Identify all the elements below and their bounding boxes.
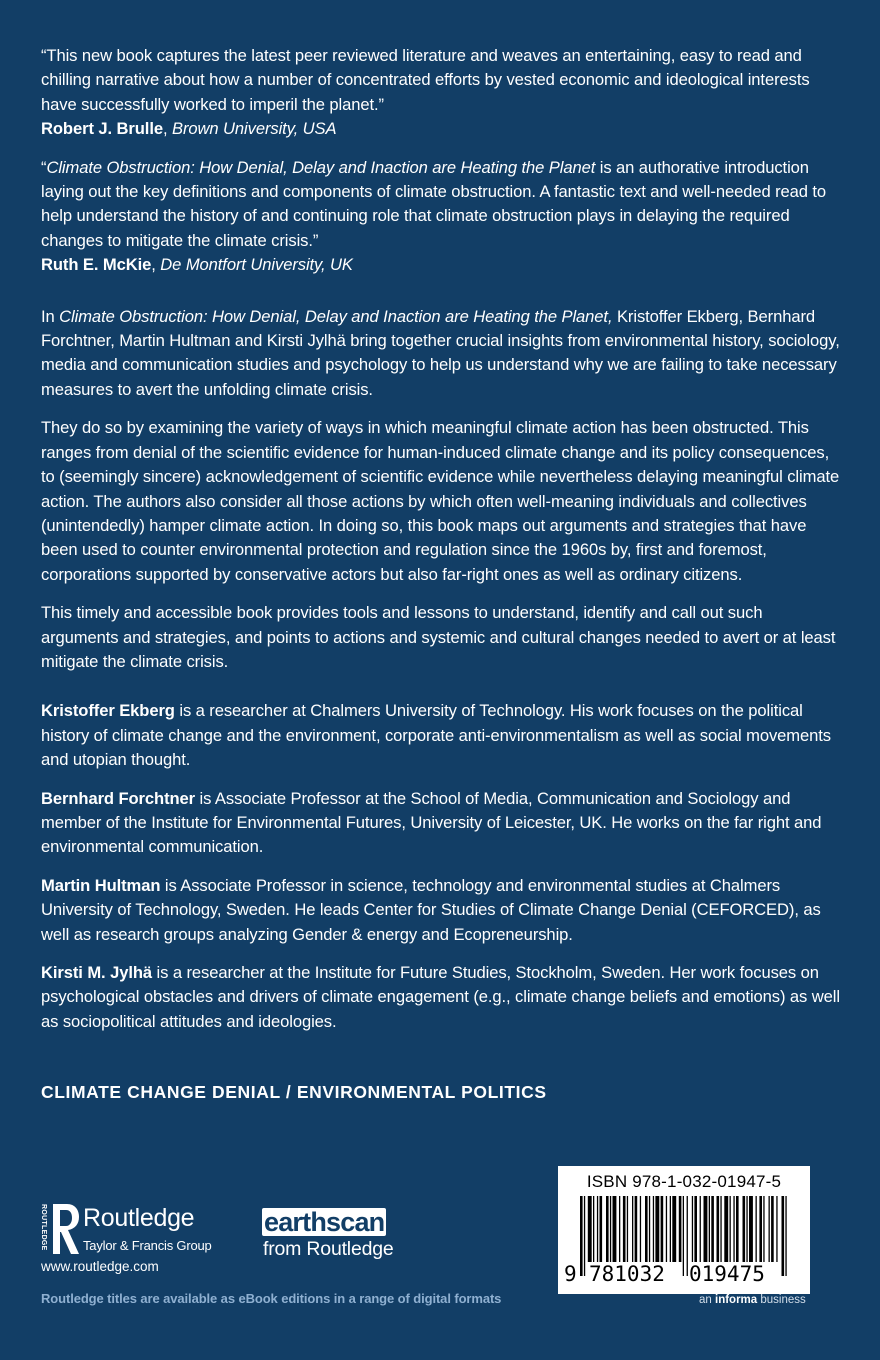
barcode-bar — [666, 1196, 667, 1262]
endorsement-1-author: Robert J. Brulle — [41, 119, 163, 139]
barcode-bar — [709, 1196, 710, 1262]
routledge-name: Routledge — [83, 1204, 195, 1232]
author-name: Kirsti M. Jylhä — [41, 963, 153, 982]
barcode-bar — [733, 1196, 734, 1262]
barcode-lead-digit: 9 — [564, 1262, 577, 1286]
barcode-bar — [672, 1196, 676, 1262]
description-p1-lead: In — [41, 306, 60, 326]
barcode-bar — [692, 1196, 693, 1262]
description-paragraph-3: This timely and accessible book provides tools and lessons to understand, identify and call out such arguments and strategies, and points to actions and systemic and cultural changes needed to avert or at least mitigate the climate crisis. — [41, 603, 836, 671]
routledge-logo — [37, 1200, 237, 1260]
barcode-bar — [743, 1196, 746, 1262]
barcode-bar — [653, 1196, 654, 1262]
description-paragraph-1 — [41, 305, 841, 403]
endorsement-2: “Climate Obstruction: How Denial, Delay and Inaction are Heating the Planet is an authorative introduction laying out the key definitions and components of climate obstruction. A fantastic text and well-needed read to help understand the history of and continuing role that climate obstruction plays in delaying the required changes to mitigate the climate crisis.” Ruth E. McKie, De Montfort University, UK — [41, 157, 827, 275]
routledge-vertical-wordmark: ROUTLEDGE — [40, 1204, 47, 1251]
barcode-bar — [763, 1196, 764, 1262]
barcode-bar — [619, 1196, 620, 1262]
barcode-bar — [700, 1196, 701, 1262]
barcode-bar — [694, 1196, 697, 1262]
barcode-bar — [785, 1196, 786, 1276]
barcode-bar — [580, 1196, 583, 1276]
author-bio-forchtner — [41, 787, 841, 860]
endorsement-2-author: Ruth E. McKie — [41, 255, 152, 275]
barcode-bar — [679, 1196, 682, 1262]
description-paragraph-2: They do so by examining the variety of ways in which meaningful climate action has been obstructed. This ranges from denial of the scientific evidence for human-induced climate change and its policy consequences, to (seemingly sincere) acknowledgement of scientific evidence while nevertheless delaying meaningful climate action. The authors also consider all those actions by which often well-meaning individuals and collectives (unintendedly) hamper climate action. In doing so, this book maps out arguments and strategies that have been used to counter environmental protection and regulation since the 1960s by, first and foremost, corporations supported by conservative actors but also far-right ones as well as ordinary citizens. — [41, 418, 840, 584]
endorsement-2-open-quote: “ — [41, 157, 47, 177]
cover-text — [41, 44, 841, 1048]
author-bio-hultman — [41, 874, 841, 947]
barcode-bar — [661, 1196, 664, 1262]
barcode-bar — [711, 1196, 714, 1262]
barcode-bar — [627, 1196, 628, 1262]
barcode-bar — [606, 1196, 609, 1262]
earthscan-wordmark: earthscan — [264, 1207, 385, 1237]
author-name: Martin Hultman — [41, 875, 161, 895]
author-bio-text: is Associate Professor in science, technology and environmental studies at Chalmers University of Technology, Sweden. He leads Center for Studies of Climate Change Denial (CEFORCED), as well as research groups analyzing Gender & energy and Ecopreneurship. — [41, 875, 821, 944]
barcode-bar — [610, 1196, 611, 1262]
barcode-bar — [670, 1196, 671, 1262]
barcode-bar — [724, 1196, 728, 1262]
author-name: Kristoffer Ekberg — [41, 701, 175, 721]
routledge-r-icon — [49, 1202, 81, 1256]
barcode-bar — [704, 1196, 708, 1262]
endorsement-1-text: “This new book captures the latest peer reviewed literature and weaves an entertaining, easy to read and chilling narrative about how a number of concentrated efforts by vested economic and ideological interests have successfully worked to imperil the planet.” — [41, 46, 810, 114]
barcode-digits-left: 781032 — [589, 1262, 665, 1286]
ebook-note: Routledge titles are available as eBook editions in a range of digital formats — [41, 1291, 502, 1306]
author-bio-jylha — [41, 961, 841, 1034]
barcode-bar — [756, 1196, 757, 1262]
barcode-bar — [736, 1196, 739, 1262]
isbn-barcode — [558, 1166, 810, 1294]
barcode-bar — [655, 1196, 659, 1262]
informa-business — [699, 1294, 806, 1306]
barcode-bar — [635, 1196, 638, 1262]
barcode-bar — [683, 1196, 684, 1276]
barcode-bar — [749, 1196, 753, 1262]
author-bio-text: is a researcher at the Institute for Future Studies, Stockholm, Sweden. Her work focuses on psychological obstacles and drivers of climate engagement (e.g., climate change beliefs and emotions) as well as sociopolitical attitudes and ideologies. — [41, 963, 840, 1031]
barcode-bar — [746, 1196, 747, 1262]
endorsement-2-book-title: Climate Obstruction: How Denial, Delay and Inaction are Heating the Planet — [46, 157, 596, 177]
subject-category: CLIMATE CHANGE DENIAL / ENVIRONMENTAL POLITICS — [41, 1082, 547, 1102]
author-name: Bernhard Forchtner — [41, 788, 196, 808]
barcode-bar — [771, 1196, 774, 1262]
earthscan-from: from Routledge — [263, 1238, 394, 1260]
barcode-bar — [720, 1196, 721, 1262]
endorsement-2-affiliation: De Montfort University, UK — [160, 255, 353, 275]
publisher-url[interactable]: www.routledge.com — [41, 1259, 159, 1274]
barcode-bar — [640, 1196, 641, 1262]
informa-pre: an — [699, 1294, 715, 1306]
description-p1-body: Kristoffer Ekberg, Bernhard Forchtner, Martin Hultman and Kirsti Jylhä bring together crucial insights from environmental history, sociology, media and communication studies and psychology to help us understand why we are failing to take necessary measures to avert the unfolding climate crisis. — [41, 306, 840, 399]
barcode-bar — [593, 1196, 594, 1262]
endorsement-1: “This new book captures the latest peer reviewed literature and weaves an entertaining, easy to read and chilling narrative about how a number of concentrated efforts by vested economic and ideological interests have successfully worked to imperil the planet.” Robert J. Brulle, Brown University, USA — [41, 46, 810, 139]
barcode-bar — [623, 1196, 626, 1262]
barcode-bar — [632, 1196, 633, 1262]
informa-brand: informa — [715, 1294, 758, 1306]
isbn-label: ISBN 978-1-032-01947-5 — [586, 1172, 782, 1191]
earthscan-logo — [262, 1208, 432, 1268]
author-bio-text: is a researcher at Chalmers University of Technology. His work focuses on the political history of climate change and the environment, corporate anti-environmentalism as well as social movements and utopian thought. — [41, 701, 831, 770]
description-book-title: Climate Obstruction: How Denial, Delay and Inaction are Heating the Planet, — [59, 306, 613, 326]
barcode-bar — [730, 1196, 731, 1262]
barcode-bar — [645, 1196, 648, 1262]
endorsement-1-affiliation: Brown University, USA — [172, 119, 337, 139]
barcode-bar — [588, 1196, 592, 1262]
barcode-bar — [769, 1196, 770, 1262]
barcode-bar — [649, 1196, 650, 1262]
barcode-bar — [782, 1196, 785, 1276]
endorsement-2-text: is an authorative introduction laying out the key definitions and components of climate obstruction. A fantastic text and well-needed read to help understand the history of and continuing role that climate obstruction plays in delaying the required changes to mitigate the climate crisis.” — [41, 157, 827, 250]
barcode-bar — [597, 1196, 598, 1262]
author-bio-text: is Associate Professor at the School of Media, Communication and Sociology and member of the Institute for Environmental Futures, University of Leicester, UK. He works on the far right and environmental communication. — [41, 788, 822, 857]
barcode-bar — [776, 1196, 777, 1262]
barcode-bar — [600, 1196, 603, 1262]
barcode-bar — [759, 1196, 762, 1262]
barcode-bar — [717, 1196, 720, 1262]
barcode-bar — [584, 1196, 585, 1276]
routledge-group: Taylor & Francis Group — [83, 1238, 212, 1253]
author-bio-ekberg — [41, 699, 841, 772]
barcode-bar — [613, 1196, 617, 1262]
barcode-digits-right: 019475 — [689, 1262, 765, 1286]
informa-post: business — [757, 1294, 806, 1306]
